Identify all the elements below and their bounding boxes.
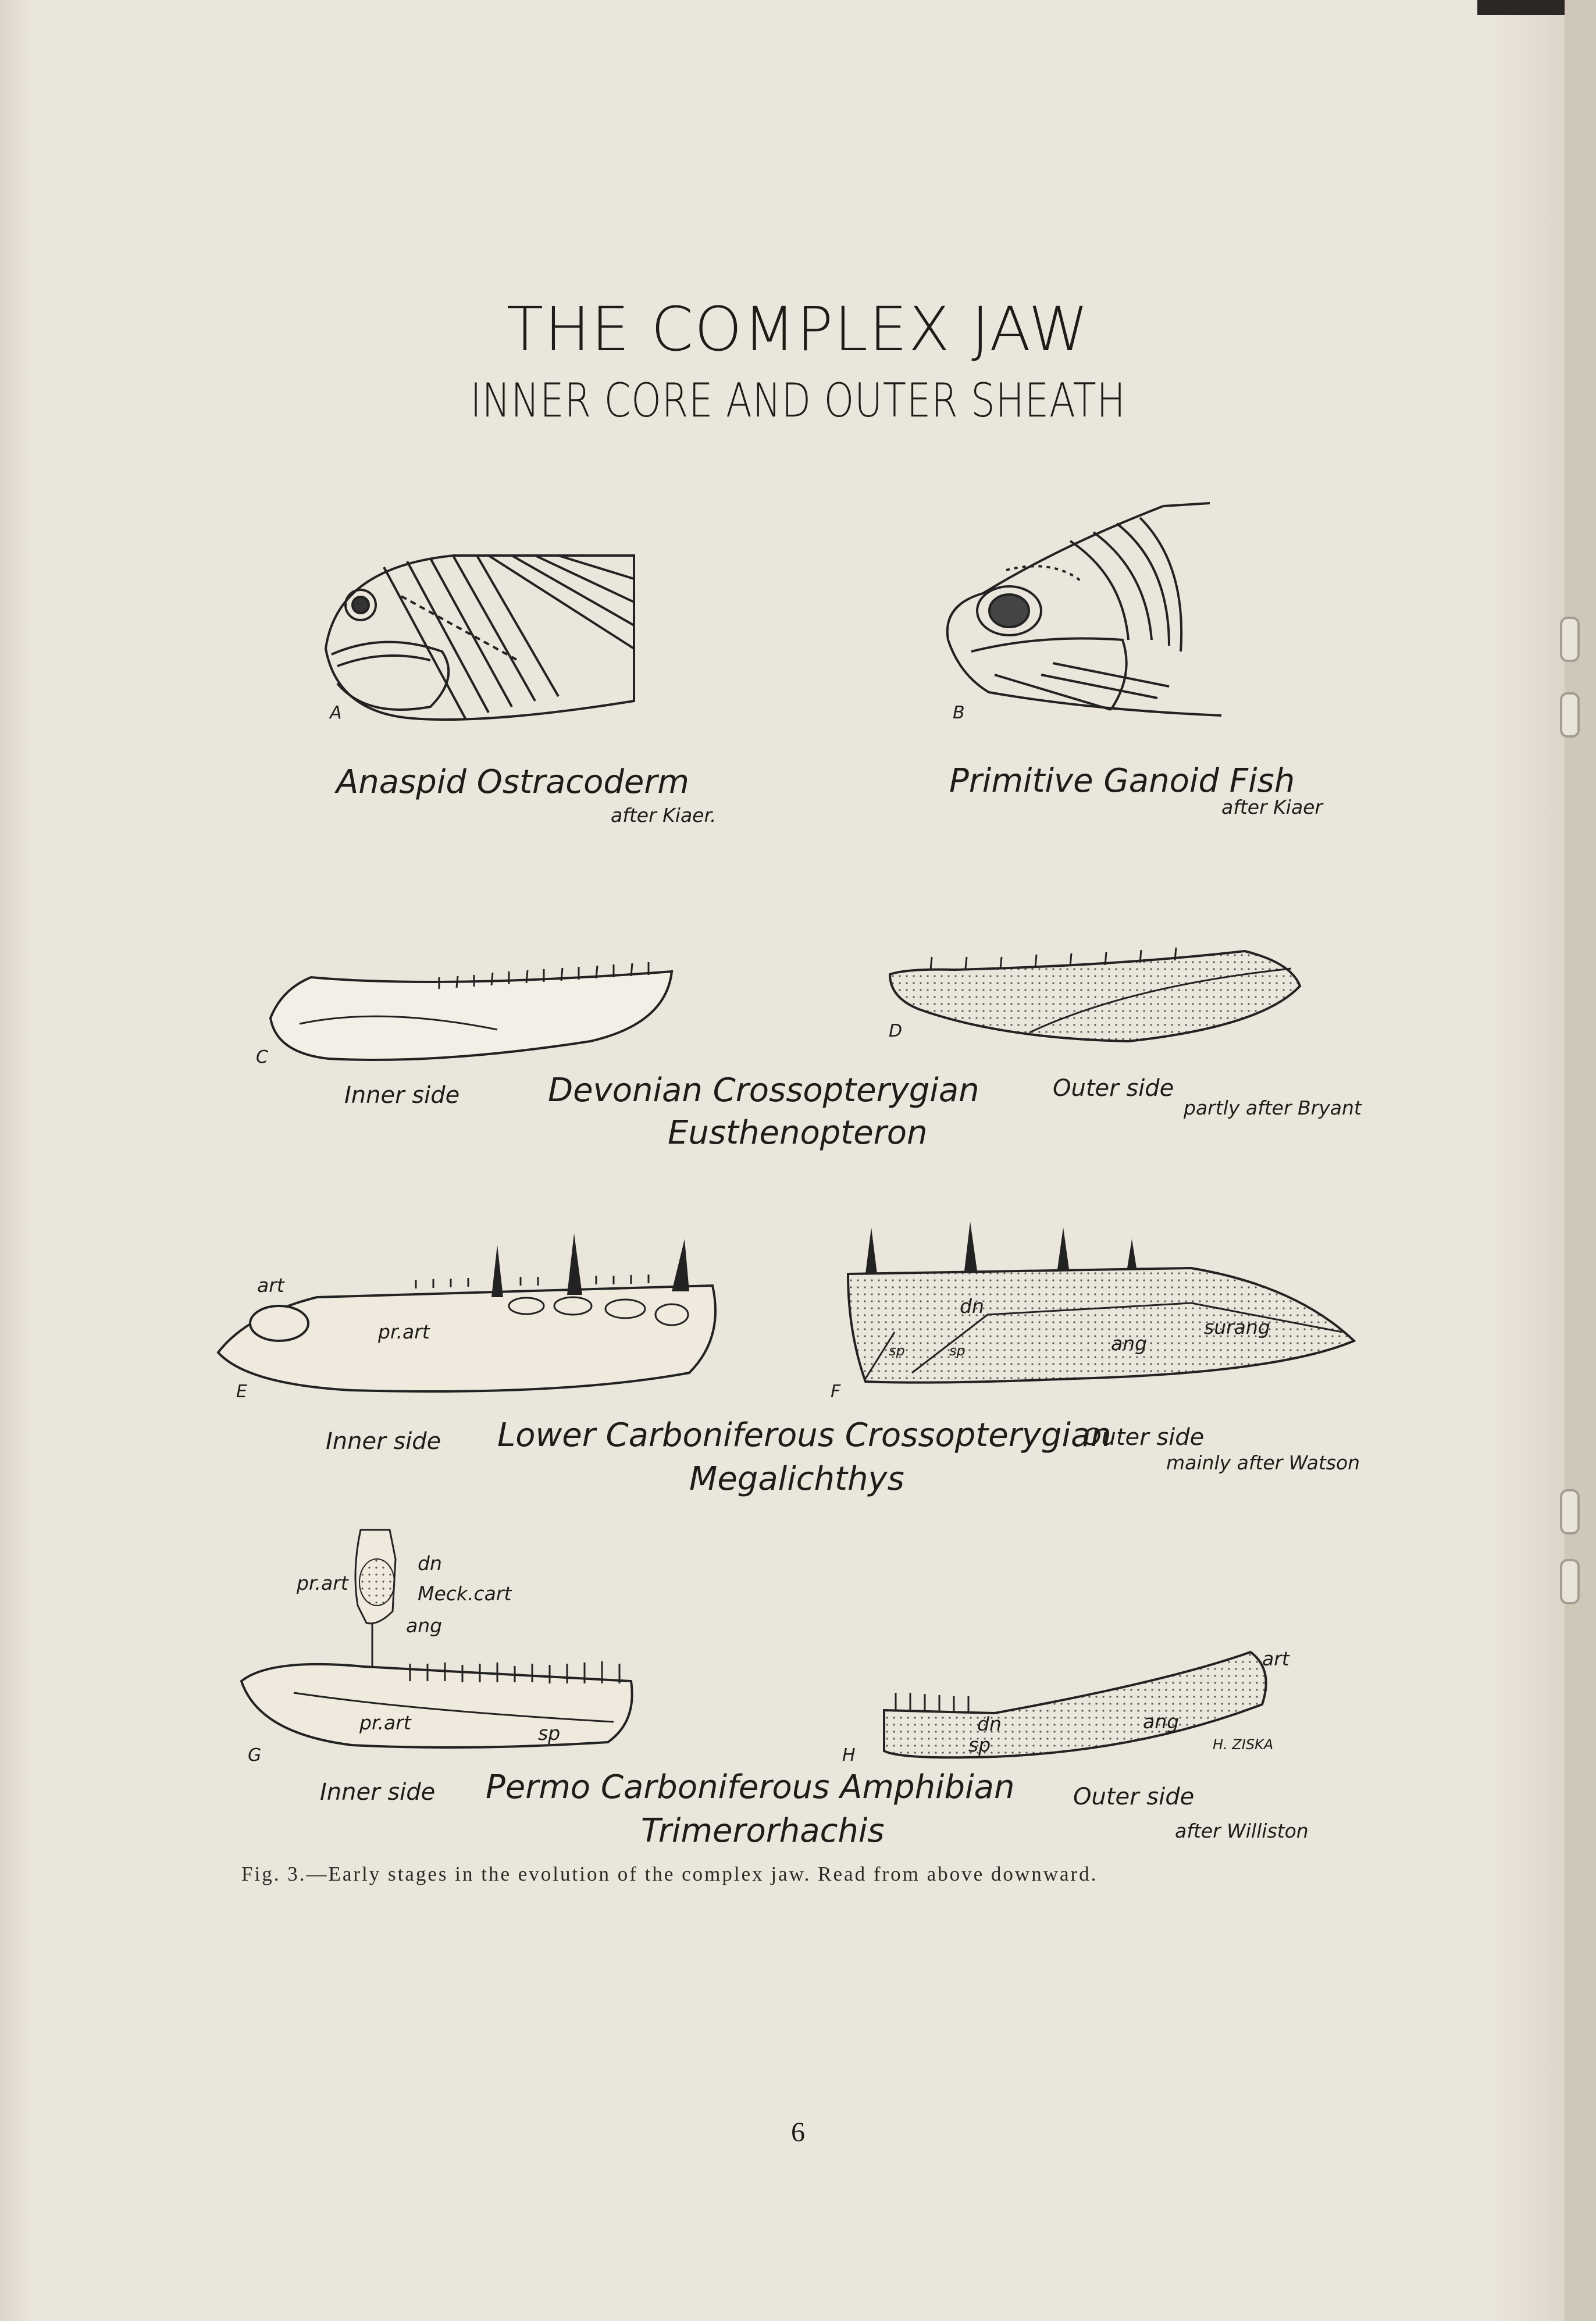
label-sp: sp — [968, 1733, 991, 1756]
binding-ring — [1560, 1559, 1580, 1604]
figure-b-name: Primitive Ganoid Fish — [949, 762, 1295, 800]
label-pr-art: pr.art — [378, 1320, 430, 1343]
figure-c-side-label: Inner side — [344, 1082, 460, 1109]
figure-h-side-label: Outer side — [1073, 1784, 1195, 1810]
page-subtitle: INNER CORE AND OUTER SHEATH — [470, 373, 1126, 428]
binding-ring — [1560, 692, 1580, 738]
figure-b-illustration — [936, 500, 1227, 733]
figure-h-letter: H — [842, 1745, 856, 1765]
row4-genus-name: Trimerorhachis — [641, 1812, 885, 1850]
figure-f-letter: F — [831, 1382, 841, 1402]
row4-group-name: Permo Carboniferous Amphibian — [486, 1768, 1015, 1806]
figure-e-side-label: Inner side — [326, 1428, 441, 1455]
row2-group-name: Devonian Crossopterygian — [548, 1071, 979, 1109]
row2-genus-name: Eusthenopteron — [668, 1114, 928, 1152]
binding-ring — [1560, 617, 1580, 662]
label-pr-art: pr.art — [297, 1572, 348, 1594]
figure-d-side-label: Outer side — [1053, 1075, 1174, 1102]
row3-credit: mainly after Watson — [1166, 1451, 1360, 1474]
label-ang: ang — [406, 1614, 443, 1637]
label-dn: dn — [418, 1552, 442, 1575]
row2-credit: partly after Bryant — [1184, 1097, 1362, 1119]
figure-g-side-label: Inner side — [320, 1779, 436, 1806]
binding-ring — [1560, 1489, 1580, 1535]
page-number: 6 — [791, 2117, 805, 2148]
label-art: art — [1262, 1647, 1289, 1670]
figure-c-letter: C — [256, 1047, 268, 1067]
page-title: THE COMPLEX JAW — [506, 294, 1090, 365]
figure-a-name: Anaspid Ostracoderm — [336, 763, 689, 801]
figure-e-jaw-illustration — [212, 1227, 724, 1402]
label-sp: sp — [538, 1722, 561, 1745]
label-meck-cart: Meck.cart — [418, 1582, 512, 1605]
row3-genus-name: Megalichthys — [689, 1460, 904, 1498]
label-ang: ang — [1111, 1332, 1148, 1355]
figure-d-jaw-illustration — [884, 939, 1303, 1056]
figure-e-letter: E — [236, 1382, 247, 1402]
figure-g-letter: G — [248, 1745, 262, 1765]
figure-d-letter: D — [889, 1021, 903, 1041]
label-art: art — [257, 1274, 284, 1297]
figure-c-jaw-illustration — [265, 954, 683, 1070]
figure-caption: Fig. 3.—Early stages in the evolution of the complex jaw. Read from above downward. — [241, 1863, 1098, 1885]
label-surang: surang — [1204, 1316, 1270, 1339]
row4-credit: after Williston — [1175, 1820, 1309, 1842]
label-ang: ang — [1143, 1710, 1180, 1733]
figure-g-jaw-illustration — [236, 1646, 643, 1763]
label-sp: sp — [889, 1343, 905, 1359]
row3-group-name: Lower Carboniferous Crossopterygian — [497, 1416, 1112, 1454]
figure-a-credit: after Kiaer. — [611, 804, 717, 827]
label-pr-art: pr.art — [359, 1711, 411, 1734]
label-dn: dn — [960, 1295, 984, 1318]
figure-b-letter: B — [953, 703, 965, 723]
artist-signature: H. ZISKA — [1213, 1736, 1274, 1753]
label-dn: dn — [977, 1713, 1002, 1735]
label-sp: sp — [949, 1343, 966, 1359]
figure-f-side-label: Outer side — [1083, 1424, 1205, 1451]
figure-a-illustration — [314, 544, 640, 736]
figure-f-jaw-illustration — [842, 1216, 1366, 1402]
figure-a-letter: A — [330, 703, 342, 723]
figure-b-credit: after Kiaer — [1221, 796, 1323, 818]
